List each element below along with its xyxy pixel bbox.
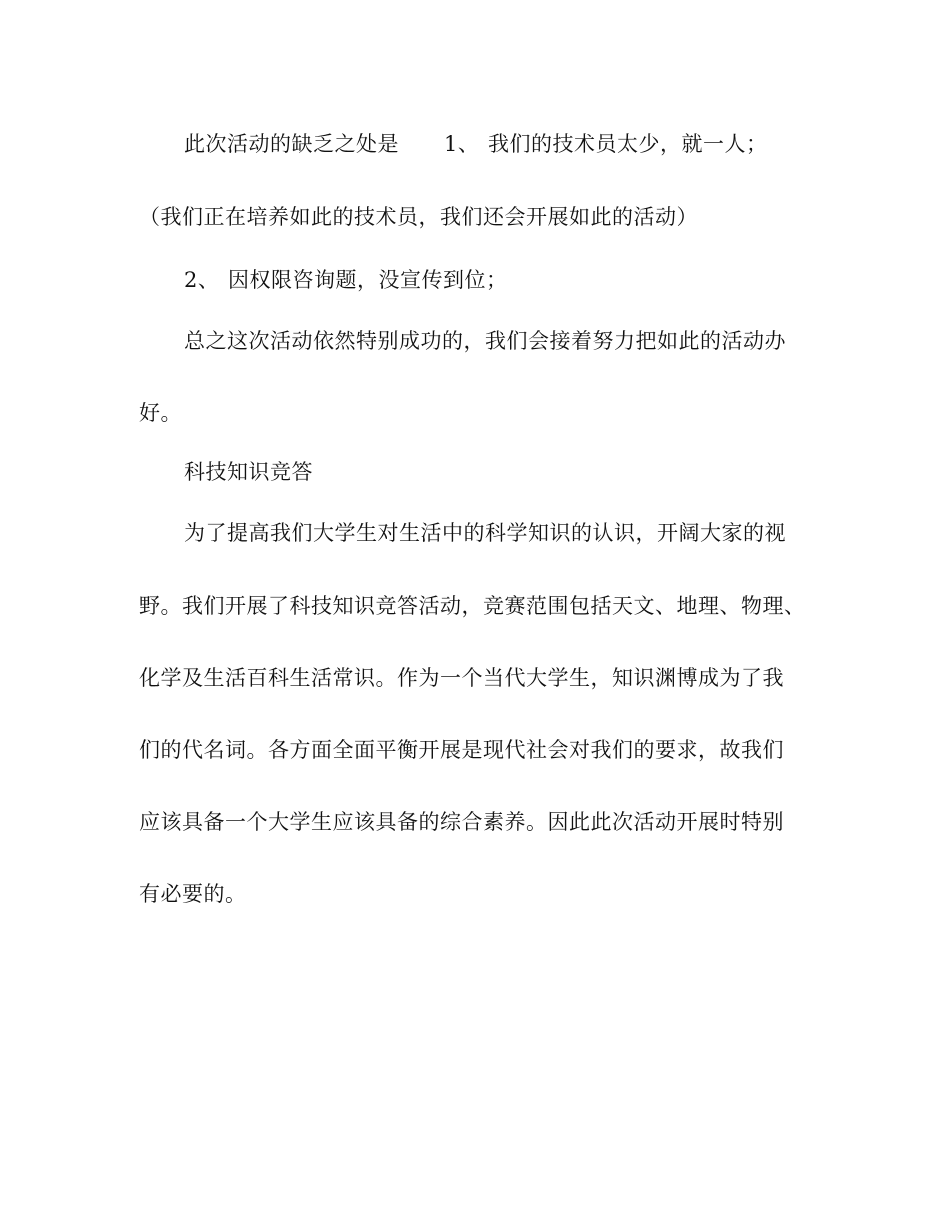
section-title: 科技知识竞答 (184, 460, 313, 484)
summary-line: 好。 (139, 401, 182, 425)
summary-line: 总之这次活动依然特别成功的，我们会接着努力把如此的活动办 (184, 329, 786, 353)
paragraph-line: 们的代名词。各方面全面平衡开展是现代社会对我们的要求，故我们 (139, 738, 784, 762)
item1-text: 我们的技术员太少，就一人； (488, 132, 768, 156)
paragraph-line: 为了提高我们大学生对生活中的科学知识的认识，开阔大家的视 (184, 521, 786, 545)
item2-text: 因权限咨询题，没宣传到位； (228, 268, 508, 292)
paragraph-line: 化学及生活百科生活常识。作为一个当代大学生，知识渊博成为了我 (139, 666, 784, 690)
item2-number: 2、 (184, 268, 220, 292)
paragraph-line: 有必要的。 (139, 882, 247, 906)
shortcoming-intro: 此次活动的缺乏之处是 (184, 132, 399, 156)
paragraph-line: 应该具备一个大学生应该具备的综合素养。因此此次活动开展时特别 (139, 810, 784, 834)
training-note: （我们正在培养如此的技术员，我们还会开展如此的活动） (139, 205, 698, 229)
paragraph-line: 野。我们开展了科技知识竞答活动，竞赛范围包括天文、地理、物理、 (139, 594, 806, 618)
item1-number: 1、 (444, 132, 480, 156)
